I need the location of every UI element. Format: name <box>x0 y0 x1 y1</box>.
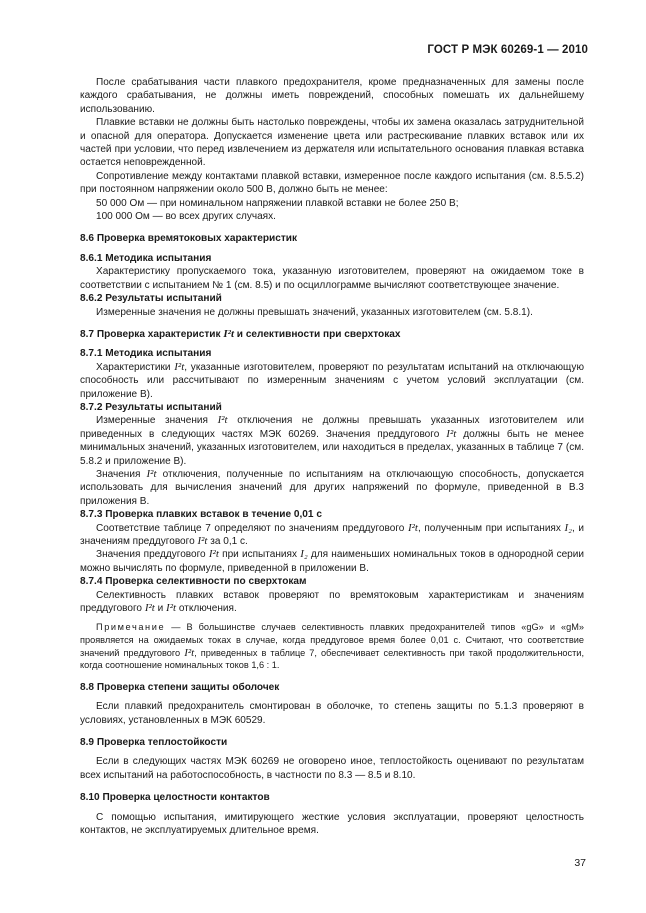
i2t-symbol: I²t <box>407 521 418 534</box>
paragraph: Значения I²t отключения, полученные по испытаниям на отключающую способность, допускается использовать для вычисления значений для других напряжений по формуле, приведенной в В.3 приложения В. <box>80 467 585 507</box>
i2-symbol: I₂ <box>564 521 572 534</box>
paragraph: С помощью испытания, имитирующего жесткие условия эксплуатации, проверяют целостность контактов, не эксплуатируемых длительное время. <box>80 811 584 837</box>
subsection-heading-8-6-2: 8.6.2 Результаты испытаний <box>80 293 222 305</box>
i2t-symbol: I²t <box>446 427 457 440</box>
paragraph: После срабатывания части плавкого предохранителя, кроме предназначенных для замены после каждого срабатывания, не должны иметь повреждений, способных помешать их дальнейшему использованию. <box>80 77 584 115</box>
note-label: Примечание <box>96 622 166 633</box>
subsection-heading-8-7-4: 8.7.4 Проверка селективности по сверхтокам <box>80 576 307 588</box>
i2t-symbol: I²t <box>217 414 228 427</box>
paragraph: Сопротивление между контактами плавкой вставки, измеренное после каждого испытания (см. 8.5.5.2) при постоянном напряжении около 500 В, должно быть не менее: <box>80 170 584 196</box>
section-heading-8-9: 8.9 Проверка теплостойкости <box>80 737 228 749</box>
paragraph: Измеренные значения I²t отключения не должны превышать указанных изготовителем или приведенных в следующих частях МЭК 60269. Значения преддугового I²t должны быть не менее минимальных значений, указанных изготовителем, или находиться в пределах, указанных в таблице 7 (см. 5.8.2 и приложение В). <box>80 414 584 467</box>
note: Примечание — В большинстве случаев селективность плавких предохранителей типов «gG» и «gM» проявляется на ожидаемых токах в случае, когда преддуговое время более 0,01 с. Считают, что соответствие значений преддугового I²t, приведенных в таблице 7, обеспечивает селективность при такой продолжительности, когда соотношение номинальных токов 1,6 : 1. <box>80 622 584 671</box>
paragraph: Измеренные значения не должны превышать значений, указанных изготовителем (см. 5.8.1). <box>96 306 533 318</box>
paragraph: Характеристики I²t, указанные изготовителем, проверяют по результатам испытаний на отключающую способность или рассчитывают по измеренным значениям с учетом условий эксплуатации (см. приложение В). <box>80 360 584 400</box>
standard-header: ГОСТ Р МЭК 60269-1 — 2010 <box>427 44 588 56</box>
section-heading-8-7: 8.7 Проверка характеристик I²t и селективности при сверхтоках <box>80 327 401 340</box>
subsection-heading-8-7-1: 8.7.1 Методика испытания <box>80 348 212 360</box>
i2-symbol: I₂ <box>300 548 308 561</box>
subsection-heading-8-7-2: 8.7.2 Результаты испытаний <box>80 401 222 413</box>
paragraph: Плавкие вставки не должны быть настолько повреждены, чтобы их замена оказалась затруднительной и опасной для оператора. Допускается изменение цвета или растрескивание плавких вставок или их частей при условии, что перед извлечением из держателя или испытательного основания плавкая вставка остается неповрежденной. <box>80 117 584 169</box>
paragraph: Характеристику пропускаемого тока, указанную изготовителем, проверяют на ожидаемом токе в соответствии с испытанием № 1 (см. 8.5) и по осциллограмме вычисляют соответствующее значение. <box>80 266 584 291</box>
i2t-symbol: I²t <box>223 327 234 340</box>
paragraph: Селективность плавких вставок проверяют по времятоковым характеристикам и значениям преддугового I²t и I²t отключения. <box>80 589 584 615</box>
subsection-heading-8-7-3: 8.7.3 Проверка плавких вставок в течение 0,01 с <box>80 509 322 521</box>
i2t-symbol: I²t <box>174 360 185 373</box>
section-heading-8-8: 8.8 Проверка степени защиты оболочек <box>80 681 280 693</box>
i2t-symbol: I²t <box>144 602 155 615</box>
paragraph: Значения преддугового I²t при испытаниях I₂ для наименьших номинальных токов в однородной серии можно вычислять по формуле, приведенной в приложении В. <box>80 548 584 574</box>
section-heading-8-10: 8.10 Проверка целостности контактов <box>80 792 270 804</box>
page-content <box>80 76 584 837</box>
page-number: 37 <box>574 857 586 869</box>
paragraph: Соответствие таблице 7 определяют по значениям преддугового I²t, полученным при испытаниях I₂, и значениям преддугового I²t за 0,1 с. <box>80 521 584 547</box>
paragraph: Если плавкий предохранитель смонтирован в оболочке, то степень защиты по 5.1.3 проверяют в условиях, установленных в МЭК 60529. <box>80 701 584 726</box>
i2t-symbol: I²t <box>146 467 157 480</box>
section-heading-8-6: 8.6 Проверка времятоковых характеристик <box>80 233 298 245</box>
i2t-symbol: I²t <box>208 548 219 561</box>
paragraph: 100 000 Ом — во всех других случаях. <box>96 211 276 223</box>
subsection-heading-8-6-1: 8.6.1 Методика испытания <box>80 252 212 264</box>
i2t-symbol: I²t <box>184 646 195 659</box>
i2t-symbol: I²t <box>197 535 208 547</box>
paragraph: Если в следующих частях МЭК 60269 не оговорено иное, теплостойкость оценивают по результатам всех испытаний на работоспособность, в частности по 8.3 — 8.5 и 8.10. <box>80 756 584 781</box>
paragraph: 50 000 Ом — при номинальном напряжении плавкой вставки не более 250 В; <box>96 197 459 209</box>
i2t-symbol: I²t <box>166 602 177 615</box>
